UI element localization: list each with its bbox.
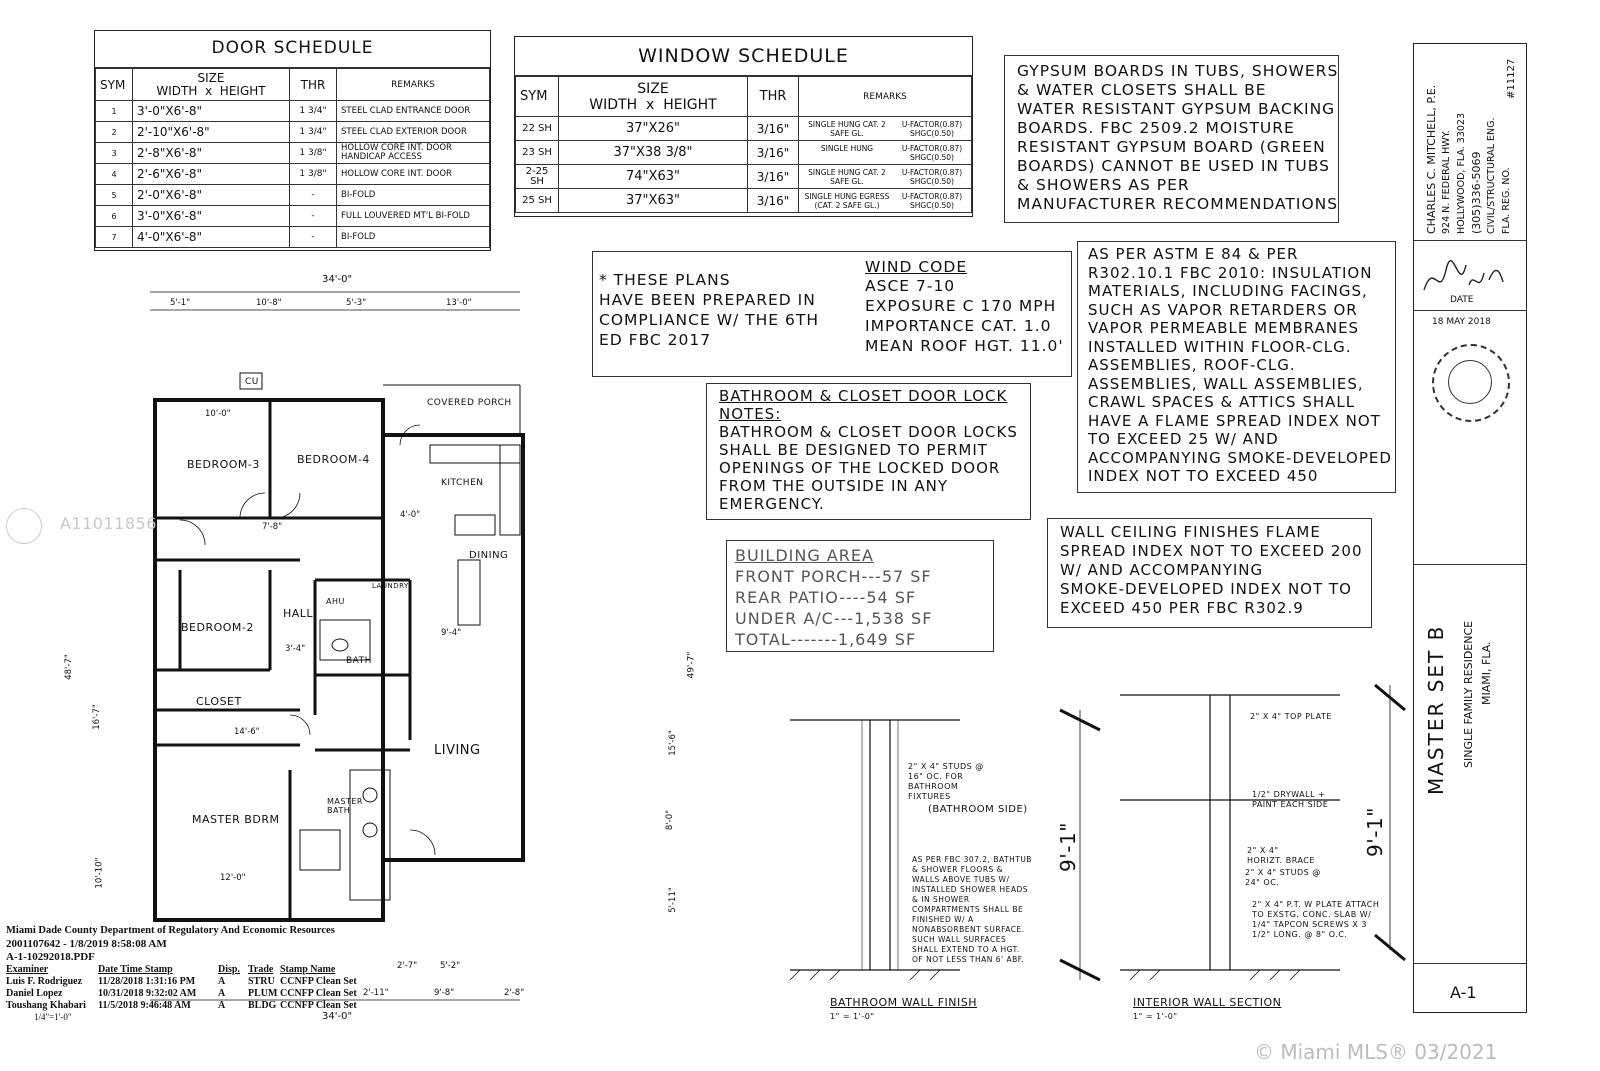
window-thr: 3/16" <box>748 189 799 213</box>
door-sym-icon: 4 <box>96 164 133 185</box>
door-remarks: FULL LOUVERED MT'L BI-FOLD <box>337 206 490 227</box>
finish-note <box>1047 518 1372 628</box>
dim-left-2: 10'-10" <box>94 857 105 889</box>
door-lock-line: OPENINGS OF THE LOCKED DOOR <box>719 459 1001 477</box>
window-sym: 2-25 SH <box>516 165 559 189</box>
stamp-row <box>6 1000 386 1012</box>
dim-top-3: 5'-3" <box>346 298 367 308</box>
dim-room-11: 5'-2" <box>440 961 461 971</box>
window-sym: 25 SH <box>516 189 559 213</box>
stamp-cell: STRU <box>248 976 275 987</box>
compliance-note-line: COMPLIANCE W/ THE 6TH <box>599 311 819 329</box>
engineer-seal <box>1432 344 1510 422</box>
interior-wall-title: INTERIOR WALL SECTION <box>1133 996 1282 1009</box>
dim-room-5: 3'-4" <box>285 644 306 654</box>
dim-room-1: 10'-0" <box>205 409 231 419</box>
dim-right-2: 15'-6" <box>667 730 678 756</box>
room-master-bath: MASTER BATH <box>327 797 363 815</box>
door-row <box>96 101 490 122</box>
window-size: 37"X63" <box>559 189 748 213</box>
door-lock-note <box>706 383 1031 520</box>
project-info <box>1414 564 1526 964</box>
stamp-line3: A-1-10292018.PDF <box>6 951 95 963</box>
room-hall: HALL <box>283 607 314 620</box>
astm-note-line: SUCH AS VAPOR RETARDERS OR <box>1088 300 1358 319</box>
compliance-note-line: * THESE PLANS <box>599 271 731 289</box>
stamp-cell: Daniel Lopez <box>6 988 63 999</box>
room-kitchen: KITCHEN <box>441 478 484 488</box>
door-thr: - <box>290 185 337 206</box>
bathroom-wall-studs: 2" X 4" STUDS @ 16" OC. FOR BATHROOM FIXTURES <box>908 762 984 801</box>
door-lock-title-line: NOTES: <box>719 405 782 423</box>
door-size: 2'-6"X6'-8" <box>133 164 290 185</box>
building-area-line: REAR PATIO----54 SF <box>735 588 917 607</box>
gypsum-note-line: WATER RESISTANT GYPSUM BACKING <box>1017 100 1336 118</box>
reg-number: #11127 <box>1506 58 1517 99</box>
wind-code-line: IMPORTANCE CAT. 1.0 <box>865 317 1052 335</box>
dim-room-8: 9'-8" <box>434 988 455 998</box>
bathroom-wall-height: 9'-1" <box>1055 822 1080 872</box>
door-row <box>96 227 490 248</box>
room-bedroom-2: BEDROOM-2 <box>181 621 254 634</box>
door-lock-title-line: BATHROOM & CLOSET DOOR LOCK <box>719 387 1008 405</box>
door-thr: - <box>290 206 337 227</box>
room-dining: DINING <box>469 550 509 561</box>
window-remarks <box>799 117 972 141</box>
astm-note-line: ACCOMPANYING SMOKE-DEVELOPED <box>1088 448 1392 467</box>
window-schedule <box>514 36 973 217</box>
astm-note-line: TO EXCEED 25 W/ AND <box>1088 430 1279 448</box>
permit-stamp <box>4 925 384 1025</box>
building-area-title: BUILDING AREA <box>735 546 874 565</box>
door-sym-icon: 5 <box>96 185 133 206</box>
astm-note-line: ASSEMBLIES, ROOF-CLG. <box>1088 356 1296 374</box>
stamp-cell: CCNFP Clean Set <box>280 988 357 999</box>
window-schedule-title: WINDOW SCHEDULE <box>515 37 972 76</box>
window-factor: U-FACTOR(0.87) SHGC(0.50) <box>901 143 963 162</box>
door-lock-line: SHALL BE DESIGNED TO PERMIT <box>719 441 988 459</box>
floor-plan <box>100 270 560 1030</box>
dim-overall-width-bottom: 34'-0" <box>322 1011 353 1022</box>
wind-code-line: ASCE 7-10 <box>865 277 956 295</box>
listing-watermark: A11011856 <box>60 514 157 533</box>
window-col-remarks: REMARKS <box>799 77 972 117</box>
dim-right-1: 5'-11" <box>667 887 678 913</box>
door-col-thr: THR <box>290 69 337 101</box>
door-remarks: HOLLOW CORE INT. DOOR <box>337 164 490 185</box>
wind-code-note <box>865 276 1064 356</box>
window-size: 37"X38 3/8" <box>559 141 748 165</box>
window-thr: 3/16" <box>748 117 799 141</box>
finish-note-line: WALL CEILING FINISHES FLAME <box>1060 523 1321 541</box>
window-factor: U-FACTOR(0.87) SHGC(0.50) <box>901 191 963 210</box>
astm-note-line: HAVE A FLAME SPREAD INDEX NOT <box>1088 411 1381 430</box>
door-sym-icon: 6 <box>96 206 133 227</box>
door-lock-line: FROM THE OUTSIDE IN ANY <box>719 477 949 495</box>
astm-note-line: R302.10.1 FBC 2010: INSULATION <box>1088 263 1373 282</box>
wind-code-line: MEAN ROOF HGT. 11.0' <box>865 337 1064 355</box>
door-lock-title <box>719 387 1018 423</box>
stamp-header-cell: Examiner <box>6 964 49 975</box>
stamp-cell: 11/28/2018 1:31:16 PM <box>98 976 196 987</box>
stamp-header-cell: Stamp Name <box>280 964 336 975</box>
engineer-address2: HOLLYWOOD, FLA. 33023 <box>1456 112 1467 234</box>
stamp-header-cell: Date Time Stamp <box>98 964 173 975</box>
window-thr: 3/16" <box>748 165 799 189</box>
dim-top-4: 13'-0" <box>446 298 472 308</box>
window-row <box>516 141 972 165</box>
door-schedule <box>94 30 491 251</box>
dim-left-3: 48'-7" <box>63 654 74 680</box>
interior-plate: 2" X 4" P.T. W PLATE ATTACH TO EXSTG. CONC. SLAB W/ 1/4" TAPCON SCREWS X 3 1/2" LONG. @ 8" O.C. <box>1252 900 1380 939</box>
room-master-bdrm: MASTER BDRM <box>192 813 280 826</box>
astm-note-line: AS PER ASTM E 84 & PER <box>1088 245 1299 263</box>
room-bedroom-4: BEDROOM-4 <box>297 453 370 466</box>
master-set: MASTER SET B <box>1424 624 1448 795</box>
window-size: 74"X63" <box>559 165 748 189</box>
room-bedroom-3: BEDROOM-3 <box>187 458 260 471</box>
door-sym-icon: 1 <box>96 101 133 122</box>
stamp-cell: CCNFP Clean Set <box>280 1000 357 1011</box>
gypsum-note <box>1004 55 1339 223</box>
stamp-line1: Miami Dade County Department of Regulatory And Economic Resources <box>6 925 335 936</box>
window-factor: U-FACTOR(0.87) SHGC(0.50) <box>901 119 963 138</box>
door-remarks: STEEL CLAD ENTRANCE DOOR <box>337 101 490 122</box>
door-size: 2'-10"X6'-8" <box>133 122 290 143</box>
stamp-line2: 2001107642 - 1/8/2019 8:58:08 AM <box>6 938 167 950</box>
door-thr: 1 3/4" <box>290 101 337 122</box>
window-row <box>516 117 972 141</box>
window-col-size: SIZE WIDTH x HEIGHT <box>559 77 748 117</box>
door-sym-icon: 2 <box>96 122 133 143</box>
window-col-sym: SYM <box>516 77 559 117</box>
finish-note-line: W/ AND ACCOMPANYING <box>1060 561 1264 579</box>
compliance-note-line: HAVE BEEN PREPARED IN <box>599 291 816 309</box>
stamp-cell: PLUM <box>248 988 278 999</box>
room-living: LIVING <box>434 743 481 758</box>
door-schedule-title: DOOR SCHEDULE <box>95 31 490 68</box>
interior-brace: 2" X 4" HORIZT. BRACE <box>1247 846 1315 865</box>
stamp-scale: 1/4"=1'-0" <box>34 1012 72 1022</box>
door-row <box>96 185 490 206</box>
interior-studs: 2" X 4" STUDS @ 24" OC. <box>1245 868 1321 887</box>
door-lock-text <box>719 423 1018 513</box>
stamp-row <box>6 988 386 1000</box>
door-remarks: HOLLOW CORE INT. DOOR HANDICAP ACCESS <box>337 143 490 164</box>
window-remarks-text: SINGLE HUNG EGRESS (CAT. 2 SAFE GL.) <box>804 191 890 210</box>
compliance-note-line: ED FBC 2017 <box>599 331 712 349</box>
bathroom-wall-note: AS PER FBC 307.2, BATHTUB & SHOWER FLOORS & WALLS ABOVE TUBS W/ INSTALLED SHOWER HEADS & IN SHOWER COMPARTMENTS SHALL BE FINISHED W/ A NONABSORBENT SURFACE. SUCH WALL SURFACES SHALL EXTEND TO A HGT. OF NOT LESS THAN 6' ABF. <box>912 855 1032 964</box>
stamp-row <box>6 976 386 988</box>
dim-top-1: 5'-1" <box>170 298 191 308</box>
bathroom-wall-title: BATHROOM WALL FINISH <box>830 996 978 1009</box>
window-factor: U-FACTOR(0.87) SHGC(0.50) <box>901 167 963 186</box>
door-thr: - <box>290 227 337 248</box>
compliance-wind-note <box>592 251 1072 377</box>
astm-note-line: INSTALLED WITHIN FLOOR-CLG. <box>1088 337 1352 356</box>
project-city: MIAMI, FLA. <box>1480 641 1493 705</box>
interior-drywall: 1/2" DRYWALL + PAINT EACH SIDE <box>1252 790 1329 809</box>
window-row <box>516 189 972 213</box>
door-col-size: SIZE WIDTH x HEIGHT <box>133 69 290 101</box>
astm-note-line: MATERIALS, INCLUDING FACINGS, <box>1088 282 1368 300</box>
engineer-role: CIVIL/STRUCTURAL ENG. <box>1486 117 1497 234</box>
dim-right-3: 8'-0" <box>665 809 676 831</box>
astm-note-line: CRAWL SPACES & ATTICS SHALL <box>1088 393 1356 411</box>
room-ahu: AHU <box>326 597 345 606</box>
door-size: 2'-0"X6'-8" <box>133 185 290 206</box>
building-area-list <box>735 566 985 650</box>
room-laundry: LAUNDRY <box>372 582 409 590</box>
gypsum-note-line: & WATER CLOSETS SHALL BE <box>1017 81 1267 99</box>
mls-logo-icon <box>6 508 42 544</box>
dim-top-2: 10'-8" <box>256 298 282 308</box>
door-schedule-table <box>95 68 490 248</box>
room-closet: CLOSET <box>196 695 242 708</box>
door-row <box>96 206 490 227</box>
engineer-name: CHARLES C. MITCHELL, P.E. <box>1425 84 1438 234</box>
door-row <box>96 164 490 185</box>
gypsum-note-line: BOARDS) CANNOT BE USED IN TUBS <box>1017 157 1330 175</box>
door-row <box>96 143 490 164</box>
wall-details-drawing <box>780 680 1420 1000</box>
window-remarks-text: SINGLE HUNG <box>820 143 874 153</box>
door-thr: 1 3/8" <box>290 143 337 164</box>
door-size: 3'-0"X6'-8" <box>133 206 290 227</box>
interior-wall-scale: 1" = 1'-0" <box>1133 1012 1178 1021</box>
window-remarks-text: SINGLE HUNG CAT. 2 SAFE GL. <box>808 119 886 138</box>
bathroom-side: (BATHROOM SIDE) <box>928 804 1028 815</box>
project-name: SINGLE FAMILY RESIDENCE <box>1462 620 1475 768</box>
dim-room-7: 9'-4" <box>441 628 462 638</box>
stamp-header-cell: Trade <box>248 964 274 975</box>
window-thr: 3/16" <box>748 141 799 165</box>
gypsum-note-line: GYPSUM BOARDS IN TUBS, SHOWERS <box>1017 62 1339 80</box>
dim-room-6: 14'-6" <box>234 727 260 737</box>
interior-wall-height: 9'-1" <box>1362 807 1387 857</box>
stamp-cell: 10/31/2018 9:32:02 AM <box>98 988 197 999</box>
gypsum-note-line: MANUFACTURER RECOMMENDATIONS <box>1017 195 1339 213</box>
door-size: 3'-0"X6'-8" <box>133 101 290 122</box>
gypsum-note-line: & SHOWERS AS PER <box>1017 176 1190 194</box>
sheet-number: A-1 <box>1450 983 1477 1002</box>
window-row <box>516 165 972 189</box>
door-sym-icon: 3 <box>96 143 133 164</box>
door-row <box>96 122 490 143</box>
window-remarks <box>799 141 972 165</box>
dim-room-4: 4'-0" <box>400 510 421 520</box>
dim-left-1: 16'-7" <box>91 704 102 730</box>
wind-code-line: EXPOSURE C 170 MPH <box>865 297 1057 315</box>
reg-label: FLA. REG. NO. <box>1501 167 1512 234</box>
door-sym-icon: 7 <box>96 227 133 248</box>
stamp-cell: Toushang Khabari <box>6 1000 86 1011</box>
gypsum-note-line: BOARDS. FBC 2509.2 MOISTURE <box>1017 119 1295 137</box>
stamp-cell: BLDG <box>248 1000 277 1011</box>
engineer-address1: 924 N. FEDERAL HWY. <box>1441 130 1452 234</box>
signature-area <box>1414 240 1526 311</box>
stamp-cell: CCNFP Clean Set <box>280 976 357 987</box>
building-area-note <box>726 540 994 652</box>
door-remarks: BI-FOLD <box>337 227 490 248</box>
bathroom-wall-scale: 1" = 1'-0" <box>830 1012 875 1021</box>
building-area-line: UNDER A/C---1,538 SF <box>735 609 933 628</box>
dim-room-2: 12'-0" <box>220 873 246 883</box>
wind-code-title: WIND CODE <box>865 258 968 276</box>
finish-note-line: SPREAD INDEX NOT TO EXCEED 200 <box>1060 542 1363 560</box>
window-sym: 23 SH <box>516 141 559 165</box>
dim-room-3: 7'-8" <box>262 522 283 532</box>
door-size: 4'-0"X6'-8" <box>133 227 290 248</box>
mls-footer-watermark: © Miami MLS® 03/2021 <box>1254 1040 1498 1064</box>
window-remarks <box>799 165 972 189</box>
dim-room-10: 2'-7" <box>397 961 418 971</box>
door-lock-line: EMERGENCY. <box>719 495 825 513</box>
interior-top-plate: 2" X 4" TOP PLATE <box>1250 712 1332 721</box>
dim-room-9: 2'-8" <box>504 988 525 998</box>
astm-note-line: VAPOR PERMEABLE MEMBRANES <box>1088 319 1360 337</box>
door-size: 2'-8"X6'-8" <box>133 143 290 164</box>
astm-note-line: ASSEMBLIES, WALL ASSEMBLIES, <box>1088 374 1364 393</box>
stamp-header <box>6 964 386 976</box>
stamp-cell: 11/5/2018 9:46:48 AM <box>98 1000 191 1011</box>
building-area-line: TOTAL-------1,649 SF <box>735 630 917 649</box>
window-sym: 22 SH <box>516 117 559 141</box>
room-covered-porch: COVERED PORCH <box>427 398 512 408</box>
gypsum-note-line: RESISTANT GYPSUM BOARD (GREEN <box>1017 138 1326 156</box>
window-schedule-table <box>515 76 972 213</box>
stamp-cell: Luis F. Rodriguez <box>6 976 83 987</box>
door-thr: 1 3/8" <box>290 164 337 185</box>
door-remarks: BI-FOLD <box>337 185 490 206</box>
date-label: DATE <box>1450 295 1474 305</box>
window-col-thr: THR <box>748 77 799 117</box>
room-bath: BATH <box>346 656 372 666</box>
dim-overall-width: 34'-0" <box>322 274 353 285</box>
door-remarks: STEEL CLAD EXTERIOR DOOR <box>337 122 490 143</box>
dim-room-12: 2'-11" <box>363 988 389 998</box>
stamp-header-cell: Disp. <box>218 964 240 975</box>
window-remarks <box>799 189 972 213</box>
finish-note-line: SMOKE-DEVELOPED INDEX NOT TO <box>1060 580 1352 598</box>
compliance-note <box>599 270 819 350</box>
dim-overall-depth: 49'-7" <box>686 651 697 679</box>
astm-note <box>1077 241 1396 493</box>
engineer-phone: (305)336-5069 <box>1470 151 1483 234</box>
stamp-cell: A <box>218 1000 226 1011</box>
finish-note-line: EXCEED 450 PER FBC R302.9 <box>1060 599 1304 617</box>
astm-note-line: INDEX NOT TO EXCEED 450 <box>1088 467 1319 485</box>
stamp-cell: A <box>218 976 226 987</box>
room-cu: CU <box>245 377 259 387</box>
window-size: 37"X26" <box>559 117 748 141</box>
building-area-line: FRONT PORCH---57 SF <box>735 567 932 586</box>
title-block <box>1413 43 1527 1013</box>
door-lock-line: BATHROOM & CLOSET DOOR LOCKS <box>719 423 1018 441</box>
engineer-info <box>1414 44 1526 241</box>
issue-date: 18 MAY 2018 <box>1432 317 1491 327</box>
stamp-cell: A <box>218 988 226 999</box>
window-remarks-text: SINGLE HUNG CAT. 2 SAFE GL. <box>808 167 886 186</box>
door-thr: 1 3/4" <box>290 122 337 143</box>
door-col-sym: SYM <box>96 69 133 101</box>
door-col-remarks: REMARKS <box>337 69 490 101</box>
